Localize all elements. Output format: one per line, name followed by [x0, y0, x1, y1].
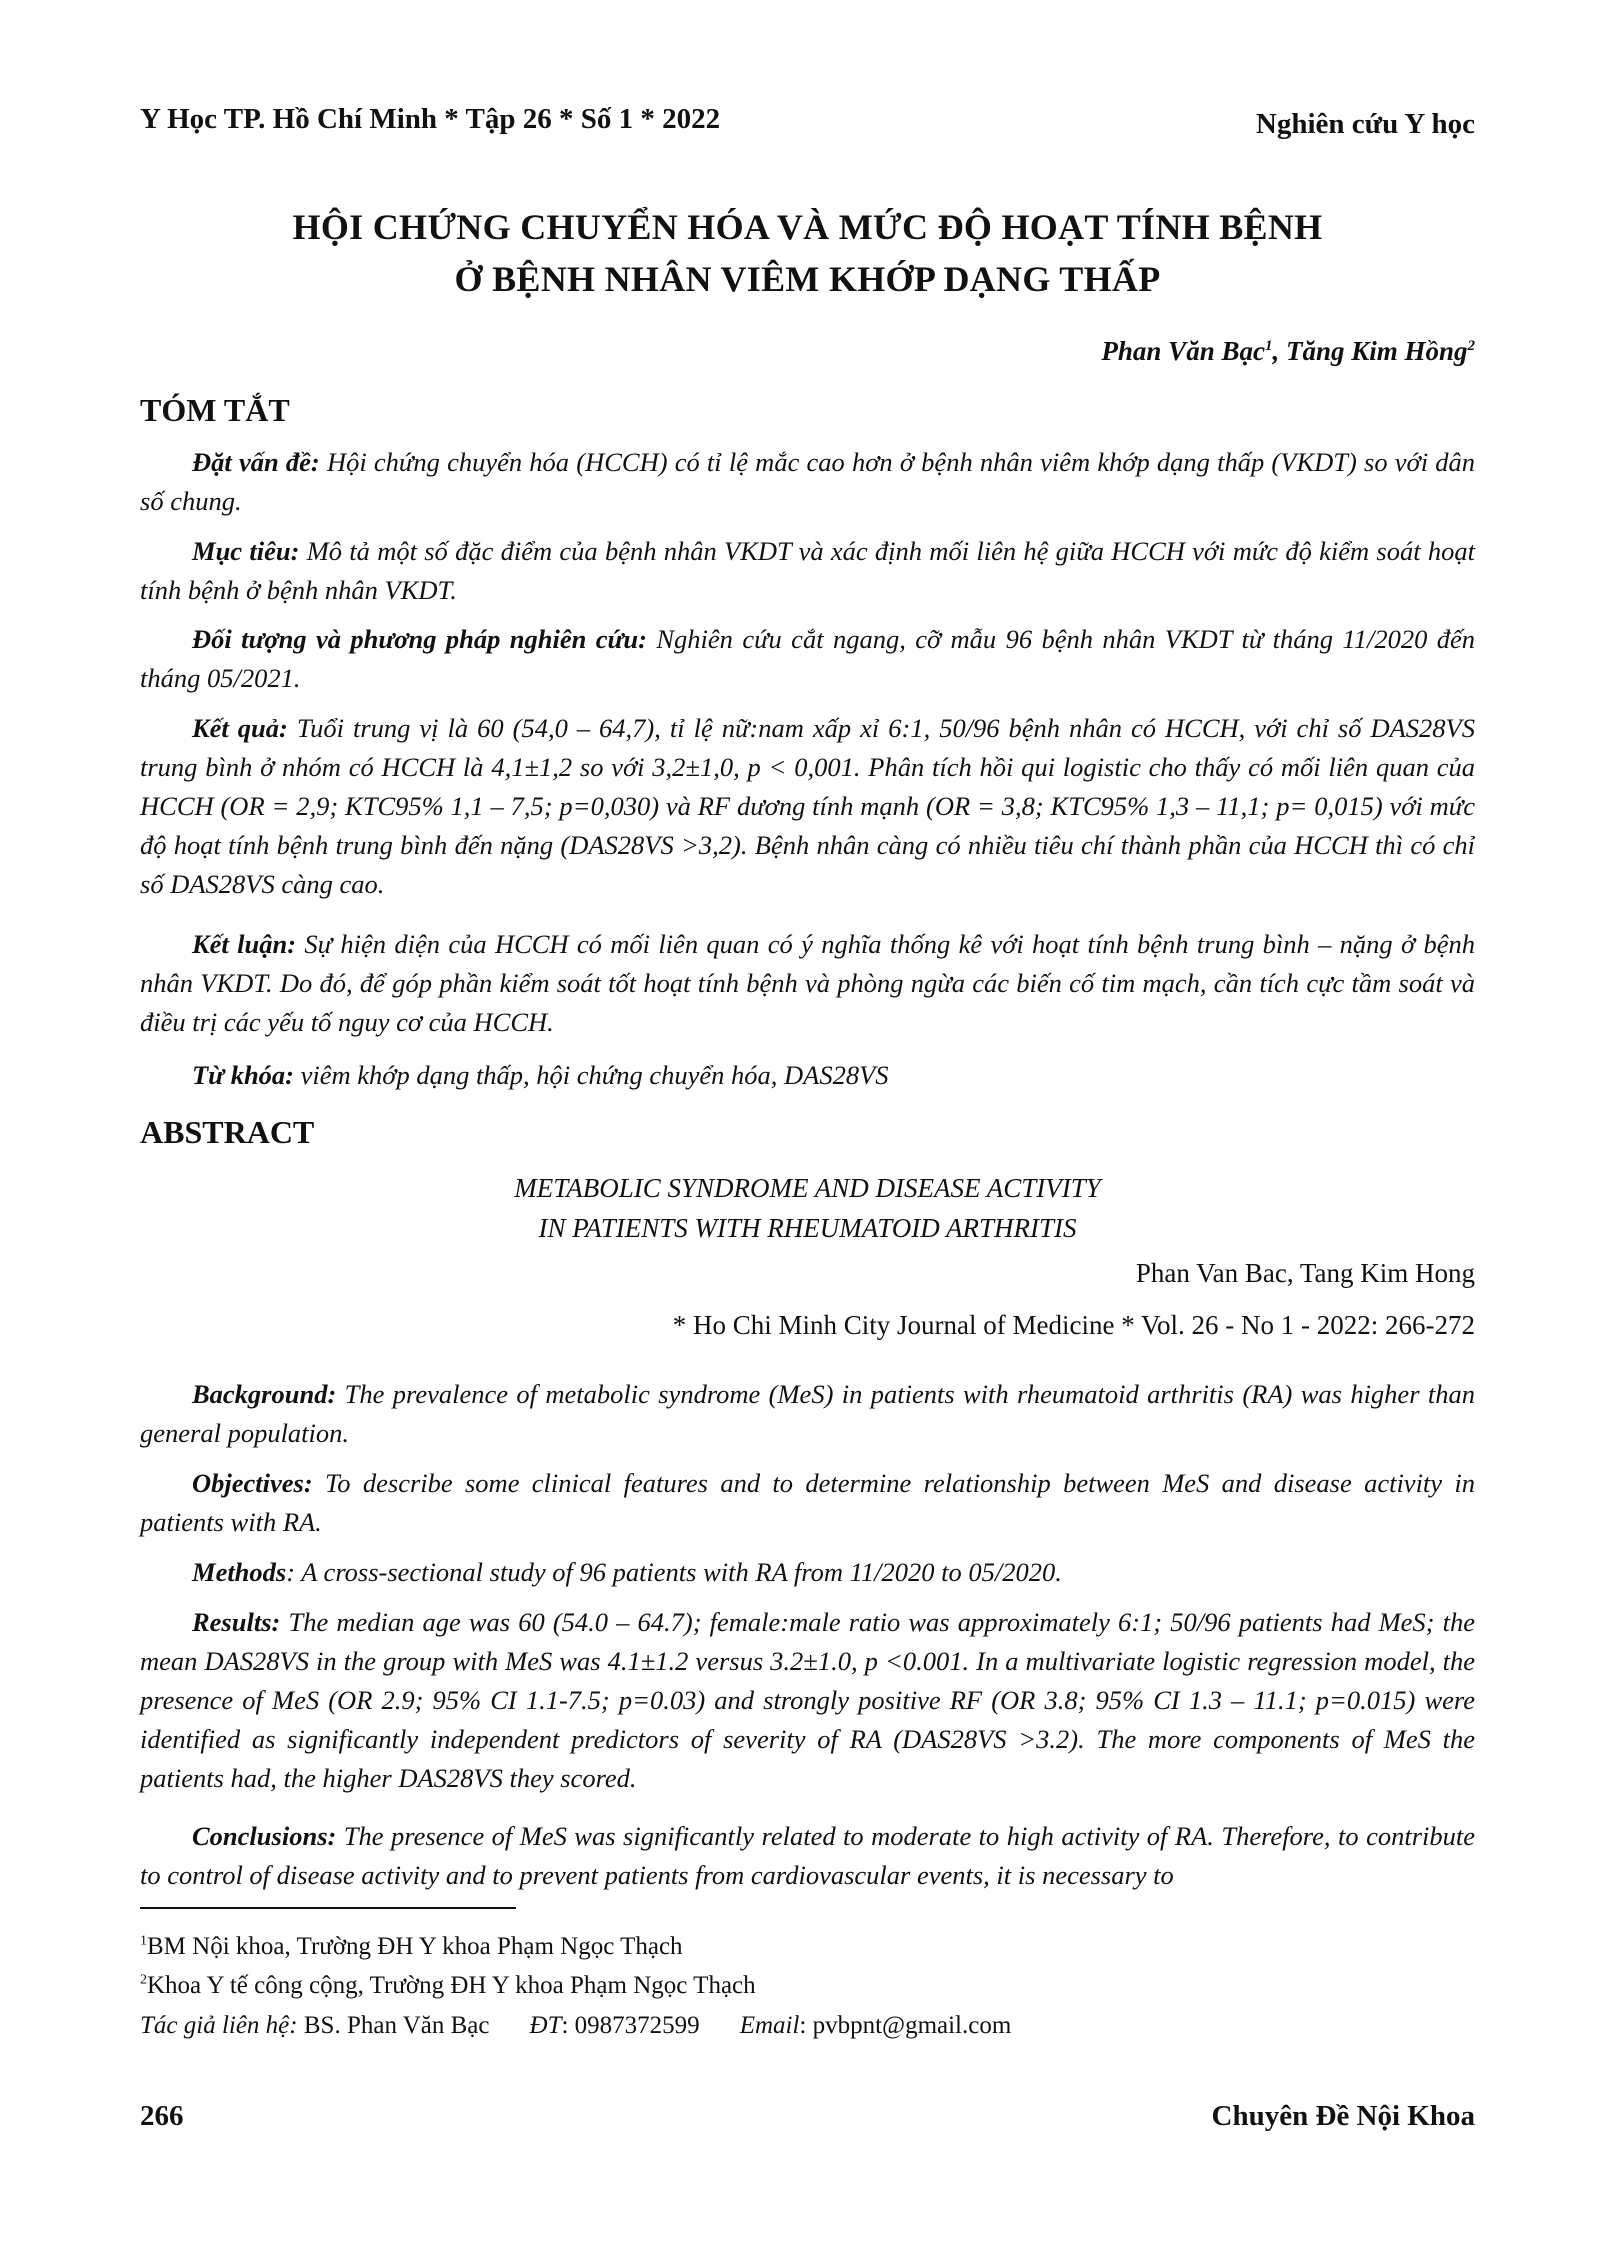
abstract-title-line1: METABOLIC SYNDROME AND DISEASE ACTIVITY	[514, 1173, 1101, 1203]
phone-number: : 0987372599	[561, 2012, 700, 2039]
author-1: Phan Văn Bạc	[1101, 336, 1265, 366]
summary-background-label: Đặt vấn đề:	[192, 447, 320, 477]
summary-results-text: Tuổi trung vị là 60 (54,0 – 64,7), tỉ lệ nữ:nam xấp xỉ 6:1, 50/96 bệnh nhân có HCCH, với chỉ số DAS28VS trung bình ở nhóm có HCCH là 4,1±1,2 so với 3,2±1,0, p < 0,001. Phân tích hồi qui logistic cho thấy có mối liên quan của HCCH (OR = 2,9; KTC95% 1,1 – 7,5; p=0,030) và RF dương tính mạnh (OR = 3,8; KTC95% 1,3 – 11,1; p= 0,015) với mức độ hoạt tính bệnh trung bình đến nặng (DAS28VS >3,2). Bệnh nhân càng có nhiều tiêu chí thành phần của HCCH thì có chỉ số DAS28VS càng cao.	[140, 713, 1475, 899]
summary-objectives-label: Mục tiêu:	[192, 536, 300, 566]
summary-conclusion-text: Sự hiện diện của HCCH có mối liên quan có ý nghĩa thống kê với hoạt tính bệnh trung bình – nặng ở bệnh nhân VKDT. Do đó, để góp phần kiểm soát tốt hoạt tính bệnh và phòng ngừa các biến cố tim mạch, cần tích cực tầm soát và điều trị các yếu tố nguy cơ của HCCH.	[140, 929, 1476, 1037]
abstract-authors: Phan Van Bac, Tang Kim Hong	[1135, 1258, 1475, 1288]
summary-methods-label: Đối tượng và phương pháp nghiên cứu:	[192, 624, 647, 654]
abstract-background-label: Background:	[192, 1379, 337, 1409]
footnote-contact	[140, 2012, 1011, 2040]
email-address: : pvbpnt@gmail.com	[799, 2012, 1012, 2039]
abstract-results-label: Results:	[192, 1607, 281, 1637]
author-separator: ,	[1272, 336, 1286, 366]
abstract-background-text: The prevalence of metabolic syndrome (MeS) in patients with rheumatoid arthritis (RA) was higher than general population.	[140, 1379, 1475, 1448]
abstract-methods	[140, 1553, 1475, 1592]
abstract-heading: ABSTRACT	[140, 1114, 315, 1150]
summary-keywords	[140, 1056, 1475, 1095]
summary-conclusion	[140, 925, 1475, 1042]
abstract-methods-text: : A cross-sectional study of 96 patients with RA from 11/2020 to 05/2020.	[286, 1557, 1062, 1587]
paper-title-line1: HỘI CHỨNG CHUYỂN HÓA VÀ MỨC ĐỘ HOẠT TÍNH BỆNH	[292, 207, 1323, 247]
footnote-affiliation-2	[140, 1972, 756, 2000]
abstract-conclusions-label: Conclusions:	[192, 1821, 337, 1851]
running-header-section: Nghiên cứu Y học	[1255, 108, 1475, 140]
abstract-title	[140, 1168, 1475, 1248]
summary-results-label: Kết quả:	[192, 713, 288, 743]
summary-keywords-text: viêm khớp dạng thấp, hội chứng chuyển hóa, DAS28VS	[294, 1060, 889, 1090]
summary-objectives	[140, 532, 1475, 610]
abstract-title-line2: IN PATIENTS WITH RHEUMATOID ARTHRITIS	[538, 1213, 1077, 1243]
paper-title-line2: Ở BỆNH NHÂN VIÊM KHỚP DẠNG THẤP	[454, 259, 1161, 299]
running-footer-section: Chuyên Đề Nội Khoa	[1211, 2100, 1475, 2132]
abstract-objectives	[140, 1464, 1475, 1542]
summary-keywords-label: Từ khóa:	[192, 1060, 295, 1090]
abstract-background	[140, 1375, 1475, 1453]
abstract-results	[140, 1603, 1475, 1798]
footnote-1-text: BM Nội khoa, Trường ĐH Y khoa Phạm Ngọc Thạch	[147, 1933, 683, 1960]
page-number: 266	[140, 2100, 184, 2132]
email-label: Email	[739, 2012, 800, 2039]
footnote-divider	[140, 1907, 516, 1909]
footnote-2-marker: 2	[140, 1972, 147, 1988]
footnote-affiliation-1	[140, 1933, 683, 1961]
summary-background-text: Hội chứng chuyển hóa (HCCH) có tỉ lệ mắc cao hơn ở bệnh nhân viêm khớp dạng thấp (VKDT) so với dân số chung.	[140, 447, 1476, 516]
author-2-affiliation: 2	[1467, 338, 1475, 354]
summary-methods	[140, 620, 1475, 698]
abstract-conclusions	[140, 1817, 1475, 1895]
summary-methods-text: Nghiên cứu cắt ngang, cỡ mẫu 96 bệnh nhân VKDT từ tháng 11/2020 đến tháng 05/2021.	[140, 624, 1475, 693]
summary-background	[140, 443, 1475, 521]
abstract-citation: * Ho Chi Minh City Journal of Medicine * Vol. 26 - No 1 - 2022: 266-272	[672, 1310, 1475, 1340]
author-2: Tăng Kim Hồng	[1285, 336, 1468, 366]
phone-label: ĐT	[529, 2012, 562, 2039]
contact-name: BS. Phan Văn Bạc	[297, 2012, 490, 2039]
summary-conclusion-label: Kết luận:	[192, 929, 297, 959]
author-1-affiliation: 1	[1264, 338, 1273, 354]
footnote-1-marker: 1	[140, 1933, 147, 1949]
summary-results	[140, 709, 1475, 904]
abstract-methods-label: Methods	[192, 1557, 287, 1587]
summary-objectives-text: Mô tả một số đặc điểm của bệnh nhân VKDT và xác định mối liên hệ giữa HCCH với mức độ kiểm soát hoạt tính bệnh ở bệnh nhân VKDT.	[140, 536, 1475, 605]
running-header-journal: Y Học TP. Hồ Chí Minh * Tập 26 * Số 1 * 2022	[140, 103, 721, 135]
abstract-objectives-text: To describe some clinical features and to determine relationship between MeS and disease activity in patients with RA.	[140, 1468, 1475, 1537]
footnote-2-text: Khoa Y tế công cộng, Trường ĐH Y khoa Phạm Ngọc Thạch	[147, 1972, 756, 1999]
authors-line	[1101, 336, 1475, 367]
summary-heading: TÓM TẮT	[140, 392, 290, 428]
abstract-results-text: The median age was 60 (54.0 – 64.7); female:male ratio was approximately 6:1; 50/96 patients had MeS; the mean DAS28VS in the group with MeS was 4.1±1.2 versus 3.2±1.0, p <0.001. In a multivariate logistic regression model, the presence of MeS (OR 2.9; 95% CI 1.1-7.5; p=0.03) and strongly positive RF (OR 3.8; 95% CI 1.3 – 11.1; p=0.015) were identified as significantly independent predictors of severity of RA (DAS28VS >3.2). The more components of MeS the patients had, the higher DAS28VS they scored.	[140, 1607, 1475, 1793]
contact-label: Tác giả liên hệ:	[140, 2012, 298, 2039]
abstract-objectives-label: Objectives:	[192, 1468, 313, 1498]
abstract-conclusions-text: The presence of MeS was significantly related to moderate to high activity of RA. Therefore, to contribute to control of disease activity and to prevent patients from cardiovascular events, it is necessary to	[140, 1821, 1475, 1890]
